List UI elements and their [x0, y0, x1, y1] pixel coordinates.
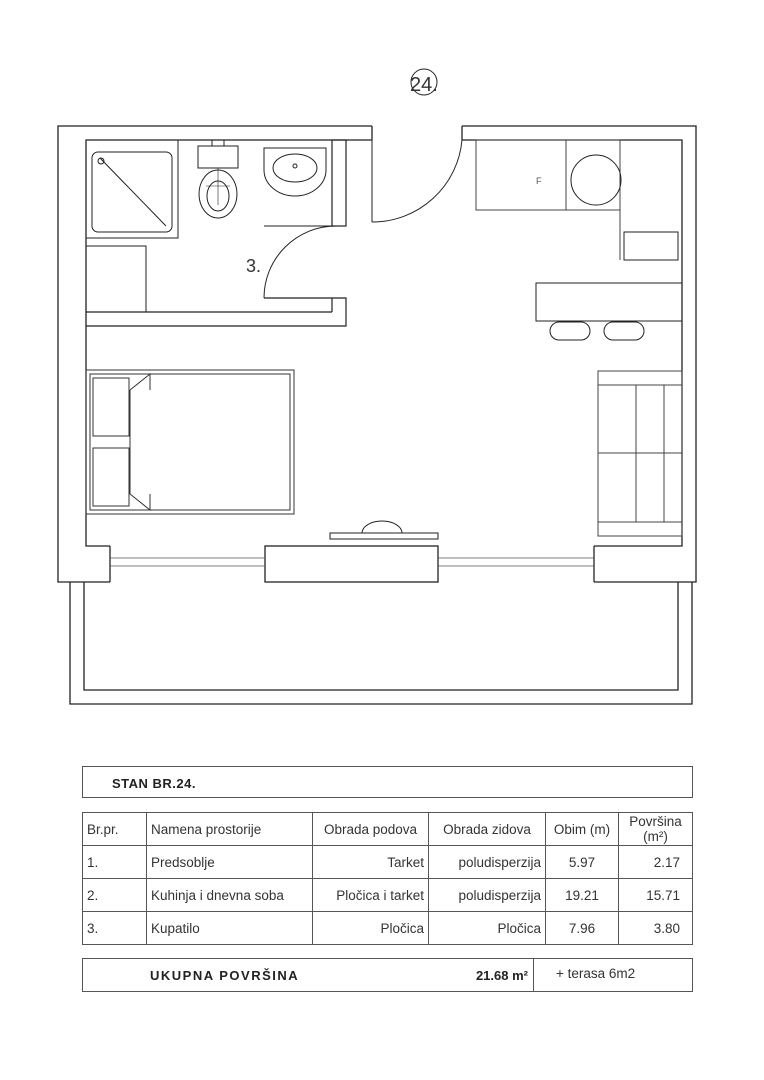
cell-number: 2. — [83, 879, 147, 912]
cell-floor: Pločica i tarket — [313, 879, 429, 912]
header-cell: Obrada zidova — [429, 813, 546, 846]
bar-stool — [550, 322, 644, 340]
table-row — [83, 879, 693, 912]
cell-floor: Pločica — [313, 912, 429, 945]
cell-room: Predsoblje — [147, 846, 313, 879]
table-row — [83, 912, 693, 945]
cell-perimeter: 19.21 — [546, 879, 619, 912]
terrace — [70, 582, 692, 704]
cell-room: Kupatilo — [147, 912, 313, 945]
header-cell: Namena prostorije — [147, 813, 313, 846]
fridge-label: F — [536, 176, 542, 186]
room-number-label: 3. — [246, 256, 262, 276]
sink — [264, 148, 326, 196]
washing-machine — [86, 246, 146, 312]
cell-number: 3. — [83, 912, 147, 945]
cell-floor: Tarket — [313, 846, 429, 879]
total-divider — [533, 958, 534, 992]
cell-perimeter: 7.96 — [546, 912, 619, 945]
bar-counter — [536, 283, 682, 321]
apartment-title: STAN BR.24. — [112, 776, 196, 791]
rooms-table — [82, 812, 693, 945]
total-label: UKUPNA POVRŠINA — [150, 968, 300, 983]
tv-unit — [330, 521, 438, 539]
cell-room: Kuhinja i dnevna soba — [147, 879, 313, 912]
appliance — [624, 232, 678, 260]
bathroom-door — [264, 226, 346, 298]
apartment-number: 24. — [410, 74, 438, 96]
header-cell: Površina (m²) — [619, 813, 693, 846]
terrace-note: + terasa 6m2 — [556, 966, 636, 981]
entry-door — [372, 140, 462, 222]
cell-perimeter: 5.97 — [546, 846, 619, 879]
shower-tray — [86, 140, 178, 238]
sofa — [598, 371, 682, 536]
header-cell: Br.pr. — [83, 813, 147, 846]
total-value: 21.68 m² — [475, 968, 528, 983]
cell-walls: Pločica — [429, 912, 546, 945]
cell-area: 2.17 — [619, 846, 693, 879]
cell-area: 3.80 — [619, 912, 693, 945]
bed — [86, 370, 294, 514]
cell-walls: poludisperzija — [429, 846, 546, 879]
table-header-row — [83, 813, 693, 846]
window — [110, 558, 594, 566]
kitchen-counter — [476, 140, 620, 260]
table-row — [83, 846, 693, 879]
toilet — [198, 140, 238, 218]
header-cell: Obim (m) — [546, 813, 619, 846]
cell-walls: poludisperzija — [429, 879, 546, 912]
cell-area: 15.71 — [619, 879, 693, 912]
header-cell: Obrada podova — [313, 813, 429, 846]
stove — [571, 155, 621, 205]
cell-number: 1. — [83, 846, 147, 879]
